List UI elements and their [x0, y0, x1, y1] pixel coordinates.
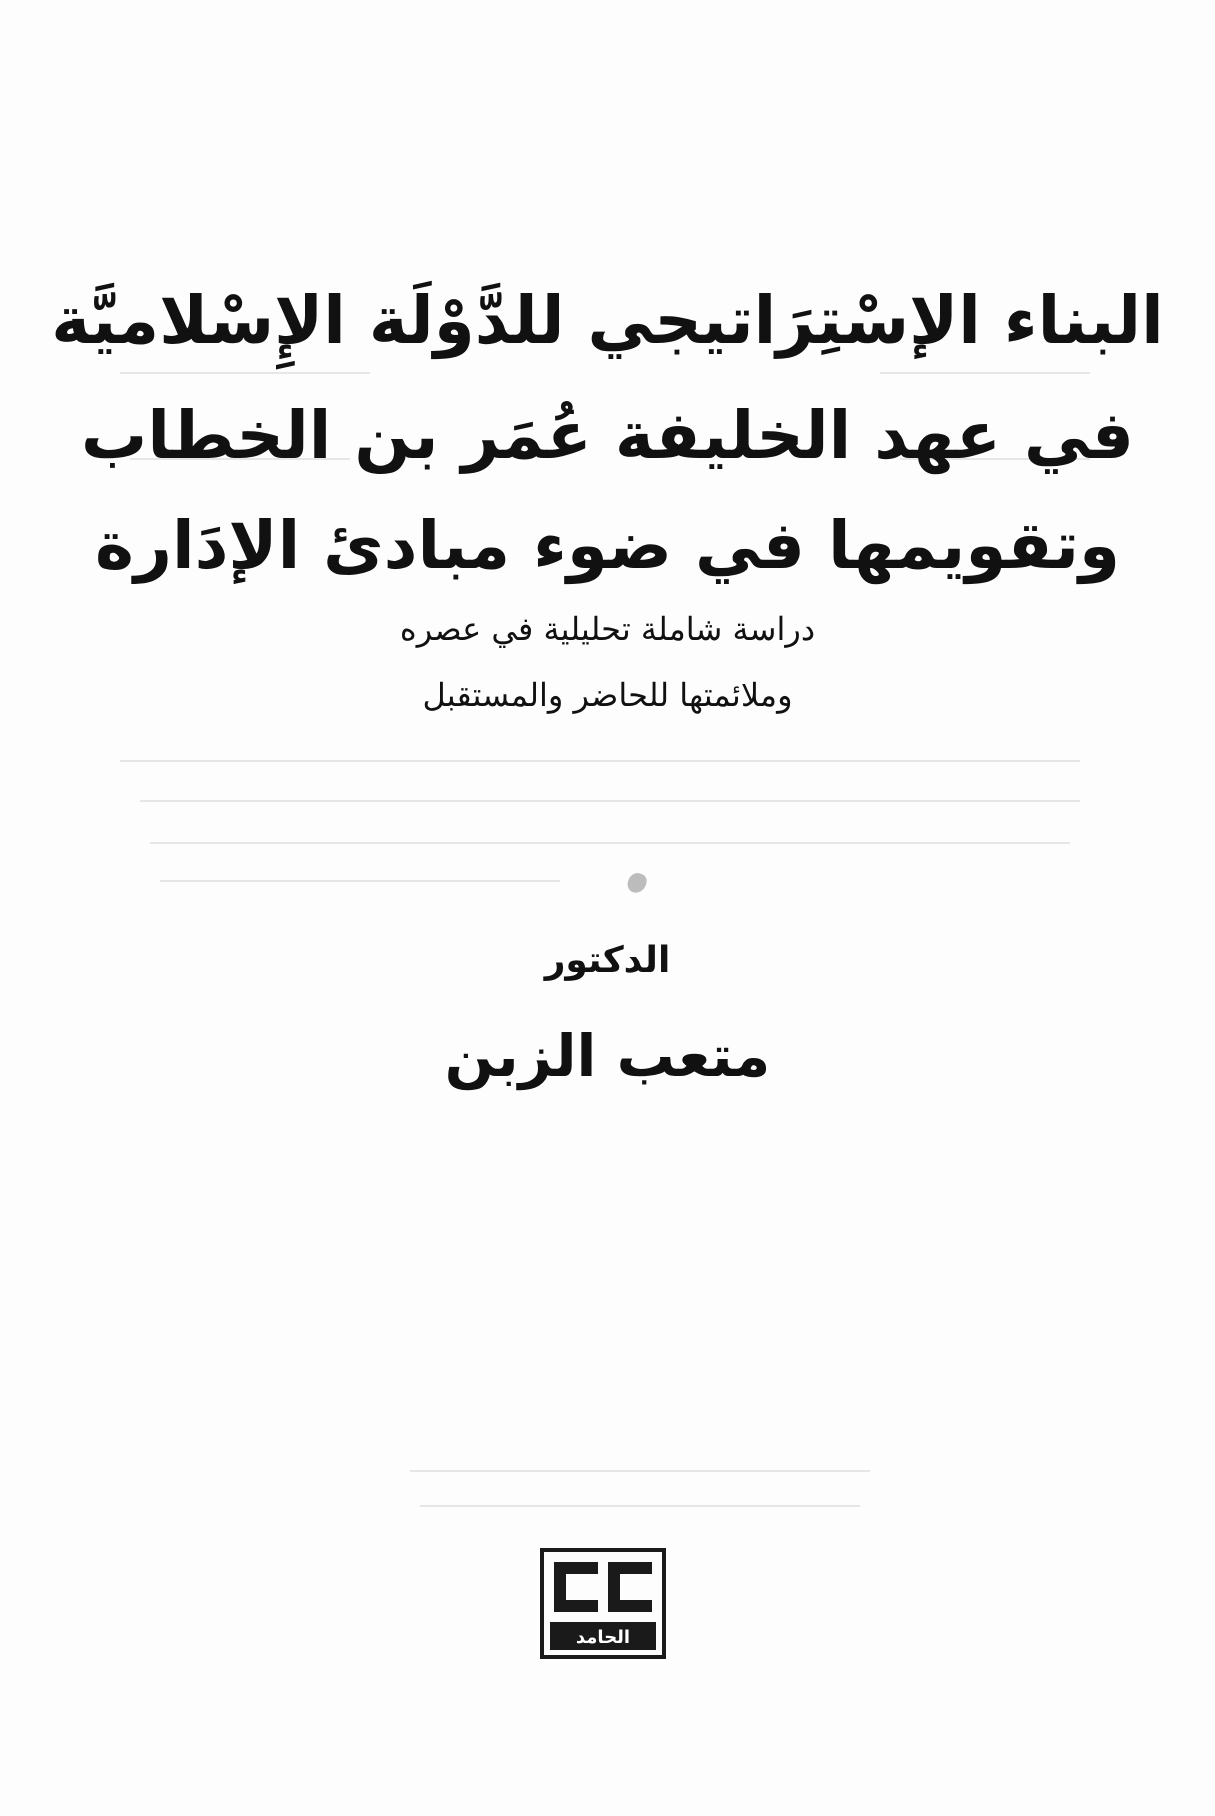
book-subtitle-line-1: دراسة شاملة تحليلية في عصره: [399, 610, 816, 648]
bleed-through-line: [420, 1505, 860, 1507]
bleed-through-line: [140, 800, 1080, 802]
bleed-through-line: [160, 880, 560, 882]
book-title-line-2: في عهد الخليفة عُمَر بن الخطاب: [81, 397, 1134, 474]
author-name: متعب الزبن: [444, 1022, 771, 1090]
book-subtitle-line-2: وملائمتها للحاضر والمستقبل: [422, 676, 793, 714]
publisher-logo-text: الحامد: [575, 1627, 631, 1648]
author-title-label: الدكتور: [544, 940, 671, 981]
book-title-line-1: البناء الإسْتِرَاتيجي للدَّوْلَة الإِسْلاميَّة: [51, 282, 1164, 359]
ink-smudge: [625, 871, 649, 896]
bleed-through-line: [150, 842, 1070, 844]
publisher-logo: [540, 1548, 666, 1659]
bleed-through-line: [120, 760, 1080, 762]
bleed-through-line: [410, 1470, 870, 1472]
book-title-line-3: وتقويمها في ضوء مبادئ الإدَارة: [94, 507, 1121, 584]
bleed-through-line: [120, 372, 370, 374]
bleed-through-line: [880, 372, 1090, 374]
